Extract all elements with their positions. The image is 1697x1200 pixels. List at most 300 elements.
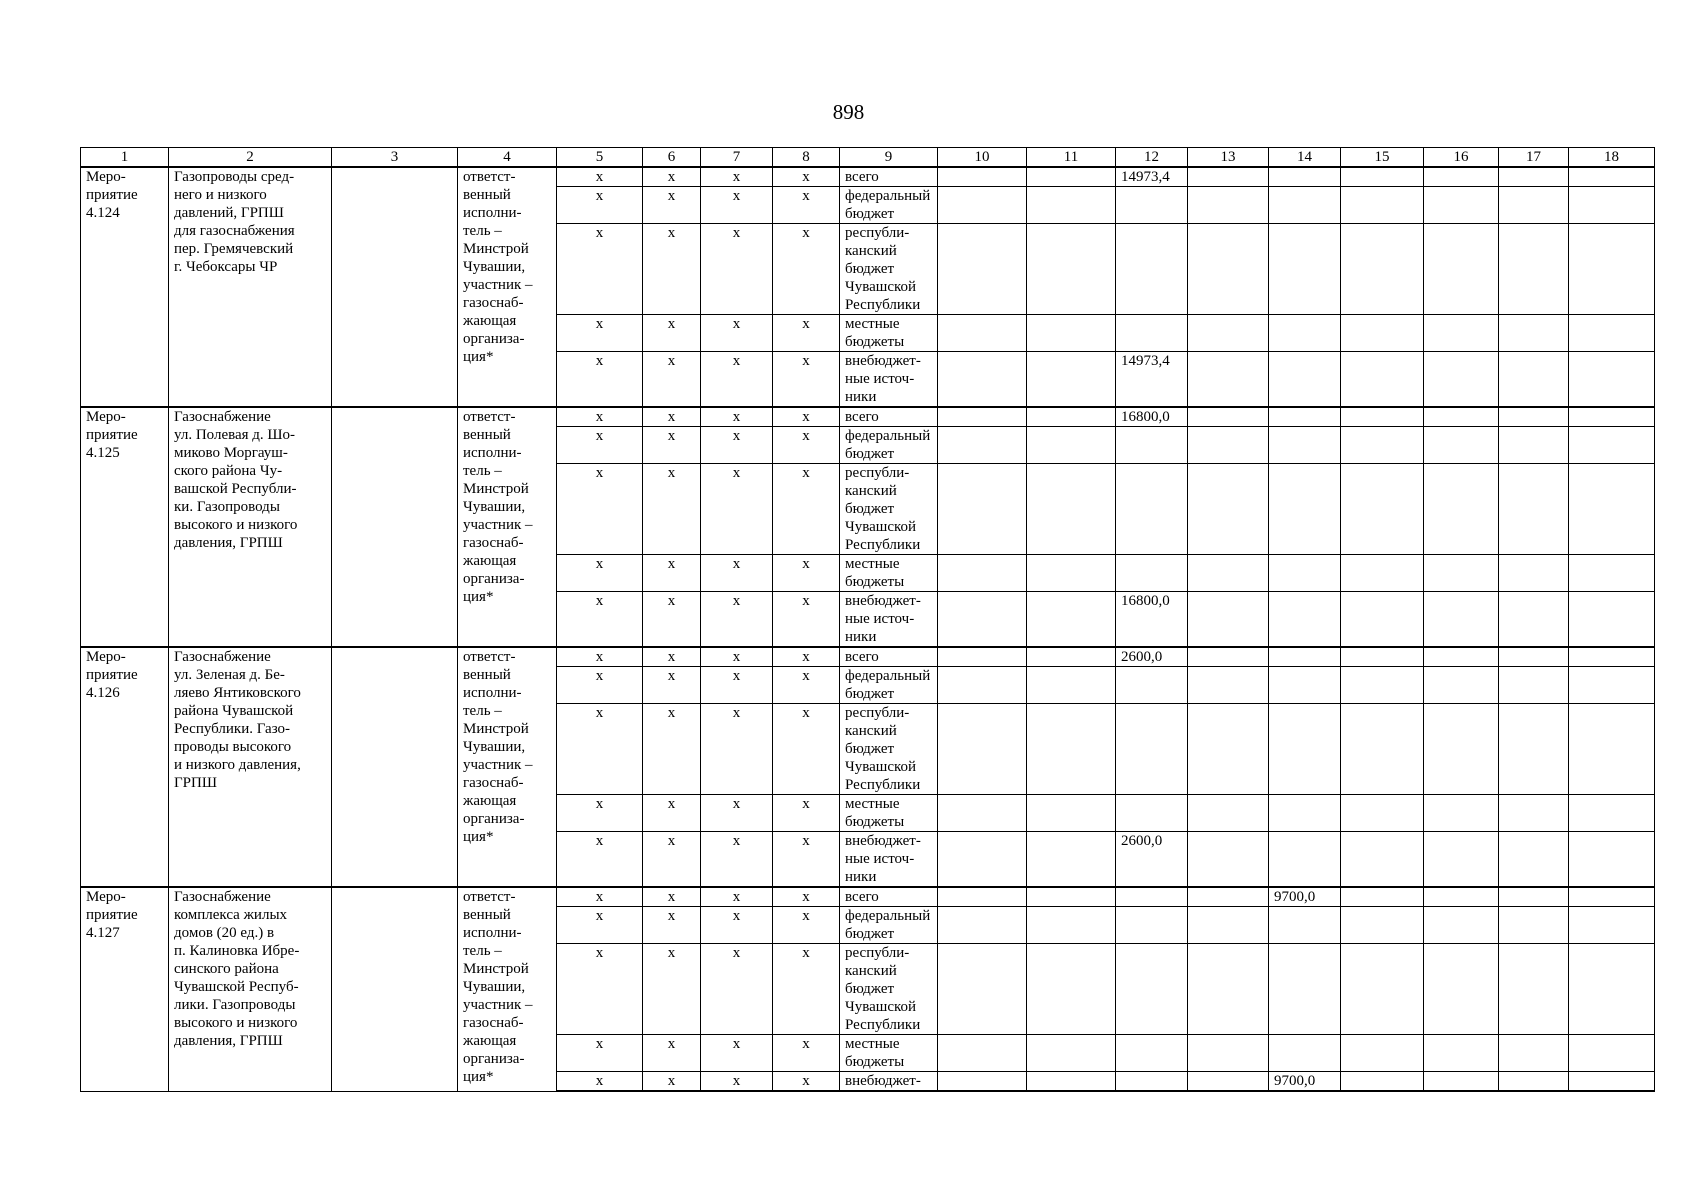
value-cell: [1188, 887, 1269, 907]
value-cell: [1188, 427, 1269, 464]
value-cell: [1269, 315, 1341, 352]
value-cell: [1424, 427, 1499, 464]
value-cell: [1424, 555, 1499, 592]
value-cell: [1424, 704, 1499, 795]
marker-cell: х: [643, 667, 701, 704]
value-cell: [1341, 704, 1424, 795]
value-cell: [1269, 1035, 1341, 1072]
value-cell: 9700,0: [1269, 1072, 1341, 1092]
marker-cell: х: [643, 1035, 701, 1072]
funding-source: всего: [840, 887, 938, 907]
marker-cell: х: [701, 352, 773, 408]
executor: ответст- венный исполни- тель – Минстрой Чувашии, участник – газоснаб- жающая организа- ция*: [458, 647, 557, 887]
program-table: [80, 147, 1655, 1092]
marker-cell: х: [557, 795, 643, 832]
value-cell: 16800,0: [1116, 407, 1188, 427]
marker-cell: х: [643, 555, 701, 592]
value-cell: [1116, 795, 1188, 832]
value-cell: [1027, 667, 1116, 704]
funding-source: местные бюджеты: [840, 1035, 938, 1072]
value-cell: [1116, 555, 1188, 592]
value-cell: [1188, 832, 1269, 888]
value-cell: [1499, 704, 1569, 795]
value-cell: [938, 887, 1027, 907]
value-cell: [1341, 907, 1424, 944]
col-header: 9: [840, 148, 938, 168]
funding-source: федеральный бюджет: [840, 667, 938, 704]
marker-cell: х: [643, 887, 701, 907]
marker-cell: х: [643, 407, 701, 427]
value-cell: [1569, 667, 1655, 704]
value-cell: [1341, 795, 1424, 832]
value-cell: [1027, 224, 1116, 315]
col3-cell: [332, 887, 458, 1091]
marker-cell: х: [701, 407, 773, 427]
funding-source: федеральный бюджет: [840, 427, 938, 464]
marker-cell: х: [701, 1035, 773, 1072]
value-cell: [1027, 187, 1116, 224]
value-cell: [1188, 704, 1269, 795]
col3-cell: [332, 407, 458, 647]
value-cell: [1269, 667, 1341, 704]
col-header: 7: [701, 148, 773, 168]
funding-source: местные бюджеты: [840, 555, 938, 592]
marker-cell: х: [557, 555, 643, 592]
marker-cell: х: [701, 427, 773, 464]
value-cell: [1424, 315, 1499, 352]
value-cell: [1499, 555, 1569, 592]
marker-cell: х: [557, 667, 643, 704]
marker-cell: х: [557, 187, 643, 224]
value-cell: [1188, 315, 1269, 352]
value-cell: [1116, 224, 1188, 315]
value-cell: [1499, 795, 1569, 832]
value-cell: [1341, 407, 1424, 427]
marker-cell: х: [701, 224, 773, 315]
marker-cell: х: [773, 647, 840, 667]
value-cell: [1027, 407, 1116, 427]
marker-cell: х: [773, 224, 840, 315]
marker-cell: х: [557, 407, 643, 427]
value-cell: [1569, 647, 1655, 667]
marker-cell: х: [701, 944, 773, 1035]
marker-cell: х: [701, 887, 773, 907]
value-cell: [1341, 555, 1424, 592]
marker-cell: х: [643, 592, 701, 648]
value-cell: [1116, 907, 1188, 944]
funding-source: республи- канский бюджет Чувашской Республики: [840, 704, 938, 795]
value-cell: [1027, 795, 1116, 832]
value-cell: 14973,4: [1116, 352, 1188, 408]
marker-cell: х: [701, 647, 773, 667]
value-cell: [1569, 187, 1655, 224]
table-row: [81, 887, 1655, 907]
col-header: 4: [458, 148, 557, 168]
marker-cell: х: [557, 427, 643, 464]
value-cell: [938, 352, 1027, 408]
value-cell: [1269, 464, 1341, 555]
value-cell: [1341, 647, 1424, 667]
col-header: 3: [332, 148, 458, 168]
value-cell: [938, 647, 1027, 667]
value-cell: 16800,0: [1116, 592, 1188, 648]
value-cell: [1188, 167, 1269, 187]
value-cell: [1341, 1072, 1424, 1092]
value-cell: [1116, 944, 1188, 1035]
value-cell: [1341, 887, 1424, 907]
marker-cell: х: [701, 315, 773, 352]
funding-source: федеральный бюджет: [840, 187, 938, 224]
value-cell: [938, 407, 1027, 427]
value-cell: [1424, 464, 1499, 555]
value-cell: [1269, 167, 1341, 187]
marker-cell: х: [557, 352, 643, 408]
marker-cell: х: [773, 667, 840, 704]
table-body: [81, 167, 1655, 1091]
marker-cell: х: [557, 704, 643, 795]
value-cell: [1027, 944, 1116, 1035]
col-header: 13: [1188, 148, 1269, 168]
value-cell: [1188, 464, 1269, 555]
marker-cell: х: [643, 907, 701, 944]
value-cell: [1341, 167, 1424, 187]
value-cell: [1499, 187, 1569, 224]
marker-cell: х: [773, 1072, 840, 1092]
value-cell: [1424, 795, 1499, 832]
funding-source: федеральный бюджет: [840, 907, 938, 944]
event-code: Меро- приятие 4.127: [81, 887, 169, 1091]
value-cell: [1424, 352, 1499, 408]
funding-source: всего: [840, 167, 938, 187]
marker-cell: х: [557, 647, 643, 667]
marker-cell: х: [701, 907, 773, 944]
value-cell: [938, 1072, 1027, 1092]
value-cell: [1116, 887, 1188, 907]
marker-cell: х: [643, 944, 701, 1035]
marker-cell: х: [557, 315, 643, 352]
marker-cell: х: [643, 315, 701, 352]
value-cell: [1569, 907, 1655, 944]
table-row: [81, 407, 1655, 427]
value-cell: [1116, 427, 1188, 464]
value-cell: [1424, 167, 1499, 187]
value-cell: [1269, 647, 1341, 667]
value-cell: [1269, 224, 1341, 315]
value-cell: [1499, 592, 1569, 648]
value-cell: [1424, 407, 1499, 427]
value-cell: [1188, 907, 1269, 944]
value-cell: [1424, 224, 1499, 315]
value-cell: [1269, 795, 1341, 832]
value-cell: 2600,0: [1116, 647, 1188, 667]
event-name: Газоснабжение комплекса жилых домов (20 ед.) в п. Калиновка Ибре- синского района Чувашской Респуб- лики. Газопроводы высокого и низкого давления, ГРПШ: [169, 887, 332, 1091]
col-header: 5: [557, 148, 643, 168]
value-cell: [1269, 704, 1341, 795]
marker-cell: х: [701, 555, 773, 592]
value-cell: 9700,0: [1269, 887, 1341, 907]
marker-cell: х: [773, 832, 840, 888]
value-cell: [1499, 315, 1569, 352]
col-header: 6: [643, 148, 701, 168]
value-cell: [1116, 187, 1188, 224]
marker-cell: х: [773, 315, 840, 352]
value-cell: [1341, 832, 1424, 888]
value-cell: [1569, 1072, 1655, 1092]
value-cell: [1269, 407, 1341, 427]
value-cell: [1569, 592, 1655, 648]
event-code: Меро- приятие 4.126: [81, 647, 169, 887]
marker-cell: х: [643, 1072, 701, 1092]
value-cell: [1116, 1072, 1188, 1092]
col-header: 16: [1424, 148, 1499, 168]
value-cell: [1424, 592, 1499, 648]
value-cell: [938, 795, 1027, 832]
marker-cell: х: [773, 592, 840, 648]
marker-cell: х: [643, 647, 701, 667]
event-name: Газоснабжение ул. Зеленая д. Бе- ляево Янтиковского района Чувашской Республики. Газо- проводы высокого и низкого давления, ГРПШ: [169, 647, 332, 887]
value-cell: [1499, 647, 1569, 667]
marker-cell: х: [557, 224, 643, 315]
value-cell: [1341, 224, 1424, 315]
event-code: Меро- приятие 4.125: [81, 407, 169, 647]
header-row: [81, 148, 1655, 168]
marker-cell: х: [643, 464, 701, 555]
table-row: [81, 167, 1655, 187]
value-cell: [1188, 1072, 1269, 1092]
value-cell: [1424, 1035, 1499, 1072]
value-cell: [1569, 704, 1655, 795]
col-header: 1: [81, 148, 169, 168]
event-name: Газоснабжение ул. Полевая д. Шо- миково Моргауш- ского района Чу- вашской Республи- ки. Газопроводы высокого и низкого давления, ГРПШ: [169, 407, 332, 647]
value-cell: [1188, 407, 1269, 427]
value-cell: [1424, 187, 1499, 224]
value-cell: [1027, 704, 1116, 795]
col-header: 10: [938, 148, 1027, 168]
value-cell: [1499, 427, 1569, 464]
value-cell: [1341, 352, 1424, 408]
table-row: [81, 647, 1655, 667]
value-cell: [938, 1035, 1027, 1072]
value-cell: [1569, 795, 1655, 832]
marker-cell: х: [701, 167, 773, 187]
marker-cell: х: [557, 907, 643, 944]
page-number: 898: [832, 100, 865, 124]
value-cell: [1027, 167, 1116, 187]
col-header: 8: [773, 148, 840, 168]
value-cell: [1424, 667, 1499, 704]
value-cell: [938, 704, 1027, 795]
value-cell: [938, 832, 1027, 888]
value-cell: [1499, 407, 1569, 427]
value-cell: [938, 187, 1027, 224]
value-cell: [1569, 1035, 1655, 1072]
value-cell: [1027, 352, 1116, 408]
value-cell: [1027, 592, 1116, 648]
value-cell: [938, 315, 1027, 352]
value-cell: [1424, 887, 1499, 907]
value-cell: [1569, 555, 1655, 592]
executor: ответст- венный исполни- тель – Минстрой Чувашии, участник – газоснаб- жающая организа- ция*: [458, 167, 557, 407]
value-cell: [1188, 795, 1269, 832]
marker-cell: х: [557, 167, 643, 187]
marker-cell: х: [773, 407, 840, 427]
value-cell: [1027, 427, 1116, 464]
value-cell: [1188, 1035, 1269, 1072]
col-header: 18: [1569, 148, 1655, 168]
marker-cell: х: [701, 1072, 773, 1092]
funding-source: республи- канский бюджет Чувашской Республики: [840, 224, 938, 315]
marker-cell: х: [773, 1035, 840, 1072]
value-cell: [938, 907, 1027, 944]
value-cell: [1188, 592, 1269, 648]
marker-cell: х: [701, 704, 773, 795]
value-cell: [1269, 352, 1341, 408]
marker-cell: х: [643, 187, 701, 224]
marker-cell: х: [773, 887, 840, 907]
marker-cell: х: [643, 167, 701, 187]
event-name: Газопроводы сред- него и низкого давлений, ГРПШ для газоснабжения пер. Гремячевский г. Чебоксары ЧР: [169, 167, 332, 407]
marker-cell: х: [557, 944, 643, 1035]
value-cell: [1116, 704, 1188, 795]
marker-cell: х: [701, 592, 773, 648]
value-cell: [938, 167, 1027, 187]
marker-cell: х: [773, 167, 840, 187]
value-cell: [1569, 224, 1655, 315]
value-cell: [1499, 907, 1569, 944]
value-cell: [1499, 944, 1569, 1035]
value-cell: [1569, 407, 1655, 427]
value-cell: [1569, 427, 1655, 464]
value-cell: [1341, 944, 1424, 1035]
value-cell: [1499, 464, 1569, 555]
marker-cell: х: [701, 667, 773, 704]
funding-source: внебюджет- ные источ- ники: [840, 352, 938, 408]
value-cell: [1499, 1035, 1569, 1072]
marker-cell: х: [557, 1072, 643, 1092]
col-header: 15: [1341, 148, 1424, 168]
value-cell: [1269, 592, 1341, 648]
value-cell: [1027, 647, 1116, 667]
value-cell: [1424, 1072, 1499, 1092]
value-cell: [1499, 667, 1569, 704]
value-cell: [1269, 555, 1341, 592]
value-cell: [1569, 832, 1655, 888]
value-cell: [1341, 464, 1424, 555]
funding-source: местные бюджеты: [840, 315, 938, 352]
value-cell: [1499, 224, 1569, 315]
marker-cell: х: [643, 704, 701, 795]
value-cell: [938, 464, 1027, 555]
value-cell: [1116, 464, 1188, 555]
marker-cell: х: [643, 795, 701, 832]
value-cell: [1341, 315, 1424, 352]
marker-cell: х: [557, 1035, 643, 1072]
value-cell: [1569, 464, 1655, 555]
value-cell: [1569, 887, 1655, 907]
value-cell: [1027, 555, 1116, 592]
value-cell: [1424, 647, 1499, 667]
funding-source: местные бюджеты: [840, 795, 938, 832]
value-cell: [1499, 352, 1569, 408]
funding-source: республи- канский бюджет Чувашской Республики: [840, 944, 938, 1035]
marker-cell: х: [557, 832, 643, 888]
executor: ответст- венный исполни- тель – Минстрой Чувашии, участник – газоснаб- жающая организа- ция*: [458, 887, 557, 1091]
marker-cell: х: [773, 704, 840, 795]
col-header: 2: [169, 148, 332, 168]
value-cell: [938, 224, 1027, 315]
value-cell: [1499, 167, 1569, 187]
value-cell: [1188, 555, 1269, 592]
funding-source: внебюджет-: [840, 1072, 938, 1092]
col3-cell: [332, 647, 458, 887]
value-cell: [1269, 427, 1341, 464]
value-cell: [938, 667, 1027, 704]
value-cell: [938, 592, 1027, 648]
value-cell: 2600,0: [1116, 832, 1188, 888]
value-cell: [1269, 832, 1341, 888]
value-cell: [1424, 832, 1499, 888]
value-cell: [1027, 887, 1116, 907]
marker-cell: х: [643, 224, 701, 315]
value-cell: [1027, 832, 1116, 888]
marker-cell: х: [643, 427, 701, 464]
value-cell: [1027, 907, 1116, 944]
value-cell: [1499, 832, 1569, 888]
funding-source: внебюджет- ные источ- ники: [840, 832, 938, 888]
value-cell: [1341, 592, 1424, 648]
value-cell: [1027, 315, 1116, 352]
executor: ответст- венный исполни- тель – Минстрой Чувашии, участник – газоснаб- жающая организа- ция*: [458, 407, 557, 647]
value-cell: [1188, 352, 1269, 408]
marker-cell: х: [773, 427, 840, 464]
marker-cell: х: [557, 887, 643, 907]
value-cell: [1269, 187, 1341, 224]
value-cell: [938, 555, 1027, 592]
value-cell: [1116, 667, 1188, 704]
value-cell: [1499, 1072, 1569, 1092]
value-cell: [1424, 944, 1499, 1035]
value-cell: [1188, 944, 1269, 1035]
value-cell: [1569, 167, 1655, 187]
marker-cell: х: [701, 187, 773, 224]
marker-cell: х: [773, 944, 840, 1035]
value-cell: [1116, 315, 1188, 352]
value-cell: [1569, 944, 1655, 1035]
value-cell: [938, 944, 1027, 1035]
funding-source: республи- канский бюджет Чувашской Республики: [840, 464, 938, 555]
marker-cell: х: [643, 352, 701, 408]
marker-cell: х: [557, 464, 643, 555]
marker-cell: х: [773, 555, 840, 592]
col3-cell: [332, 167, 458, 407]
value-cell: [1499, 887, 1569, 907]
marker-cell: х: [643, 832, 701, 888]
value-cell: [1027, 1035, 1116, 1072]
value-cell: [1027, 464, 1116, 555]
col-header: 17: [1499, 148, 1569, 168]
marker-cell: х: [773, 795, 840, 832]
value-cell: [1269, 907, 1341, 944]
value-cell: [938, 427, 1027, 464]
value-cell: [1188, 667, 1269, 704]
value-cell: [1188, 224, 1269, 315]
value-cell: [1027, 1072, 1116, 1092]
value-cell: [1424, 907, 1499, 944]
funding-source: всего: [840, 407, 938, 427]
value-cell: [1269, 944, 1341, 1035]
marker-cell: х: [701, 464, 773, 555]
value-cell: [1569, 352, 1655, 408]
